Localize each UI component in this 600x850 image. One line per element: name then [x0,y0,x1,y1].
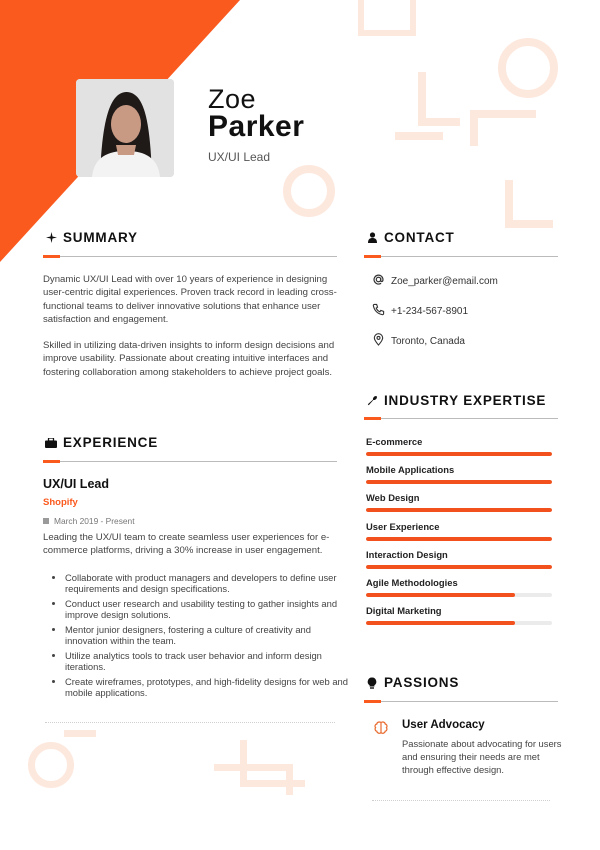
job-bullets [55,572,350,702]
briefcase-icon [45,437,57,449]
job-role: UX/UI Lead [208,150,271,164]
contact-heading [366,230,455,245]
skill-bar [366,621,552,625]
last-name: Parker [208,110,305,143]
experience-title: EXPERIENCE [63,435,159,450]
skill-label: User Experience [366,520,440,532]
job-bullet: • Conduct user research and usability testing to gather insights and improve design solutions. [65,598,350,621]
skill-label: Digital Marketing [366,605,442,617]
contact-rule [364,256,558,257]
passion-title: User Advocacy [402,719,485,731]
skill-bar [366,593,552,597]
summary-rule [43,256,337,257]
skill-bar [366,452,552,456]
summary-paragraph-2: Skilled in utilizing data-driven insights to inform design decisions and improve usability. Passionate about creating intuitive interfaces and fostering collaboration among stakeholders to achieve project goals. [43,340,335,378]
expertise-rule [364,418,558,419]
profile-photo [76,79,174,177]
passions-heading [366,675,459,690]
skill-bar [366,508,552,512]
contact-location [372,333,465,349]
job-bullet: • Create wireframes, prototypes, and high-fidelity designs for web and mobile applications. [65,676,350,699]
passions-rule [364,701,558,702]
job-bullet: • Utilize analytics tools to track user behavior and inform design iterations. [65,650,350,673]
job-bullet: • Collaborate with product managers and developers to define user requirements and design specifications. [65,572,350,595]
job-title: UX/UI Lead [43,477,109,491]
passions-divider [372,800,550,801]
skill-label: Web Design [366,492,420,504]
job-dates-text: March 2019 - Present [54,516,135,526]
passions-title: PASSIONS [384,675,460,690]
contact-title: CONTACT [384,230,455,245]
contact-phone[interactable] [372,303,468,319]
location-text: Toronto, Canada [391,335,465,347]
skill-bar [366,537,552,541]
lightbulb-icon [366,677,378,689]
skill-bar [366,565,552,569]
job-description: Leading the UX/UI team to create seamless user experiences for e-commerce platforms, driving a 30% increase in user engagement. [43,532,330,557]
skill-label: E-commerce [366,436,423,447]
summary-heading [45,230,138,245]
experience-heading [45,435,158,450]
expertise-heading [366,393,546,408]
summary-title: SUMMARY [63,230,138,245]
at-sign-icon [372,273,385,289]
wrench-icon [366,395,378,407]
email-text: Zoe_parker@email.com [391,275,498,287]
skill-label: Agile Methodologies [366,577,458,588]
skill-bar-fill [366,565,552,569]
summary-paragraph-1: Dynamic UX/UI Lead with over 10 years of experience in designing user-centric digital experiences. Proven track record in leading cross-functional teams to deliver innovative solutions that enhance user satisfaction and engagement. [43,274,337,325]
skill-bar-fill [366,537,552,541]
skill-bar-fill [366,593,515,597]
calendar-icon [43,518,49,524]
phone-text: +1-234-567-8901 [391,305,469,317]
sparkle-icon [45,232,57,244]
passion-description: Passionate about advocating for users and ensuring their needs are met through effective design. [402,738,562,775]
job-bullet: • Mentor junior designers, fostering a culture of creativity and innovation within the team. [65,624,350,647]
experience-divider [45,722,335,723]
skill-bar-fill [366,452,552,456]
company-name: Shopify [43,497,78,508]
first-name: Zoe [208,84,257,114]
location-pin-icon [372,333,385,349]
expertise-title: INDUSTRY EXPERTISE [384,393,547,408]
skill-bar-fill [366,508,552,512]
skill-bar [366,480,552,484]
contact-email[interactable] [372,273,498,289]
experience-rule [43,461,337,462]
brain-icon [373,720,389,736]
skill-bar-fill [366,480,552,484]
person-icon [366,232,378,244]
skill-label: Interaction Design [366,548,448,560]
skill-label: Mobile Applications [366,464,455,476]
job-dates [43,516,135,526]
phone-icon [372,303,385,319]
skill-bar-fill [366,621,515,625]
